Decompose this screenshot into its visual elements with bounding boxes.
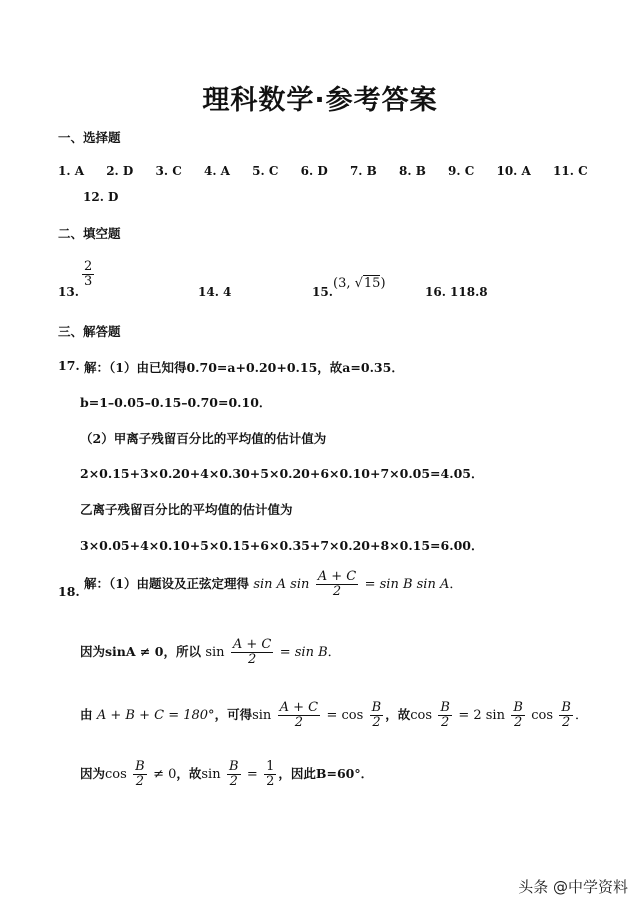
frac-numerator: 1: [266, 759, 275, 775]
q15-radicand: 15: [363, 276, 381, 291]
answer-item: 7. B: [349, 164, 377, 178]
q18-l2-end: ．: [327, 645, 341, 660]
q18-l3-math2: sin: [252, 708, 272, 723]
frac-numerator: B: [371, 700, 382, 716]
answer-item: 12. D: [83, 190, 119, 204]
q18-l4-math4: =: [246, 767, 258, 782]
frac-denominator: 2: [266, 774, 275, 789]
q18-l1-math2: = sin B sin A: [364, 577, 450, 592]
q18-l4-math3: sin: [201, 767, 221, 782]
q18-l2-math: sin: [205, 645, 225, 660]
frac-denominator: 2: [562, 715, 571, 730]
frac-numerator: B: [440, 700, 450, 716]
q18-l3-math6: cos: [531, 708, 554, 723]
q18-l1-text: 解：（1）由题设及正弦定理得: [84, 576, 249, 591]
q17-line2: b=1–0.05–0.15–0.70=0.10．: [80, 395, 272, 410]
q18-l3-mid2: ，故: [385, 707, 411, 722]
q16-answer: 16. 118.8: [425, 285, 488, 299]
watermark-text: 头条 @中学资料: [518, 878, 628, 896]
q18-l3-math5: = 2 sin: [458, 708, 505, 723]
q13-numerator: 2: [84, 259, 93, 274]
q15-post: ): [380, 276, 386, 291]
q13-denominator: 3: [84, 273, 93, 289]
q18-l3-end: ．: [574, 708, 588, 723]
q15-pre: (3,: [333, 276, 355, 291]
answer-item: 11. C: [553, 164, 588, 178]
answer-item: 3. C: [155, 164, 182, 178]
frac-denominator: 2: [332, 584, 342, 599]
frac-numerator: B: [561, 700, 571, 716]
frac-denominator: 2: [229, 774, 238, 789]
q17-line5: 乙离子残留百分比的平均值的估计值为: [80, 502, 293, 517]
q17-label: 17.: [58, 358, 80, 373]
q18-l1-math: sin A sin: [253, 577, 310, 592]
page-title: 理科数学·参考答案: [202, 85, 438, 116]
q18-l4-end: ，因此B=60°．: [278, 766, 374, 781]
frac-numerator: B: [135, 759, 145, 775]
frac-denominator: 2: [513, 715, 523, 730]
q18-l4-math2: ≠ 0: [153, 767, 177, 782]
q15-label: 15.: [312, 285, 333, 299]
frac-numerator: B: [513, 700, 523, 716]
section-heading-fill: 二、填空题: [58, 226, 121, 241]
q17-line6: 3×0.05+4×0.10+5×0.15+6×0.35+7×0.20+8×0.15=6.00．: [80, 538, 484, 553]
answer-item: 5. C: [252, 164, 279, 178]
q18-l2-math2: = sin B: [279, 645, 328, 660]
q15-value: (3, √15): [333, 276, 386, 291]
q18-l1-end: ．: [449, 577, 463, 592]
q18-l3-math: A + B + C = 180°: [96, 708, 215, 723]
q17-line4: 2×0.15+3×0.20+4×0.30+5×0.20+6×0.10+7×0.05=4.05．: [80, 466, 484, 481]
answer-item: 1. A: [58, 164, 85, 178]
section-heading-solution: 三、解答题: [58, 324, 121, 339]
q18-label: 18.: [58, 584, 80, 599]
section-heading-choice: 一、选择题: [58, 130, 121, 145]
q18-line2: [80, 636, 341, 669]
q18-line4: [80, 758, 373, 791]
frac-denominator: 2: [135, 774, 145, 789]
q17-line1: 解：（1）由已知得0.70=a+0.20+0.15，故a=0.35．: [84, 360, 404, 375]
frac-denominator: 2: [294, 715, 304, 730]
q13-fraction: [80, 260, 96, 288]
answer-item: 10. A: [496, 164, 531, 178]
frac-numerator: A + C: [279, 700, 319, 716]
q18-l3-mid: ，可得: [214, 707, 253, 722]
q18-l2-text: 因为sinA ≠ 0，所以: [80, 644, 201, 659]
q18-l3-math4: cos: [410, 708, 433, 723]
answer-item: 9. C: [448, 164, 475, 178]
answer-item: 4. A: [203, 164, 230, 178]
answer-item: 6. D: [300, 164, 328, 178]
frac-denominator: 2: [247, 652, 257, 667]
q18-line1: [84, 568, 462, 601]
frac-denominator: 2: [441, 715, 450, 730]
q18-line3: [80, 699, 588, 732]
answer-item: 2. D: [106, 164, 134, 178]
q18-l4-math: cos: [105, 767, 127, 782]
frac-numerator: A + C: [232, 637, 272, 653]
choice-answers-row: [58, 164, 588, 178]
frac-denominator: 2: [372, 715, 381, 730]
answer-item: 8. B: [398, 164, 426, 178]
q18-l3-text: 由: [80, 707, 93, 722]
q13-label: 13.: [58, 285, 79, 299]
q14-answer: 14. 4: [198, 285, 232, 299]
q18-l4-mid: ，故: [176, 766, 202, 781]
q18-l3-math3: = cos: [326, 708, 364, 723]
frac-numerator: A + C: [317, 569, 357, 585]
frac-numerator: B: [228, 759, 239, 775]
q17-line3: （2）甲离子残留百分比的平均值的估计值为: [80, 431, 327, 446]
q18-l4-text: 因为: [80, 766, 106, 781]
